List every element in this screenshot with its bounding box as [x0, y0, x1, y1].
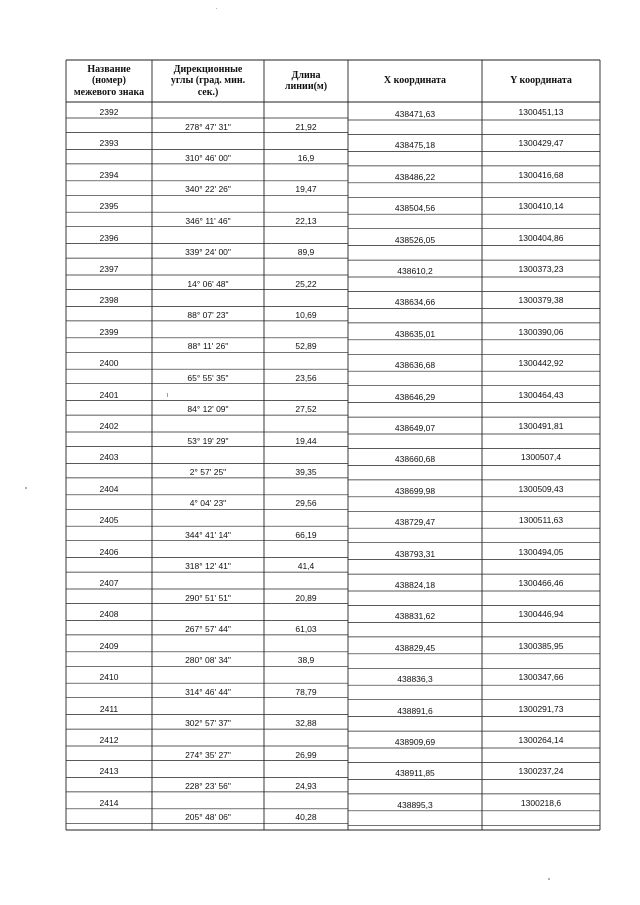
- direction-angle-cell: 205° 48' 06": [185, 812, 231, 823]
- y-coordinate-cell: 1300466,46: [518, 578, 564, 588]
- line-length-cell: 41,4: [297, 561, 315, 572]
- point-name-cell: 2405: [99, 515, 119, 526]
- direction-angle-cell: 65° 55' 35": [187, 372, 229, 383]
- point-name-cell: 2408: [99, 609, 119, 620]
- y-coordinate-cell: 1300218,6: [520, 797, 562, 808]
- point-name-cell: 2404: [99, 483, 119, 494]
- y-coordinate-cell: 1300509,43: [518, 483, 564, 494]
- line-length-cell: 25,22: [295, 278, 317, 289]
- x-coordinate-cell: 438646,29: [394, 391, 436, 402]
- y-coordinate-cell: 1300264,14: [518, 735, 564, 745]
- scan-speck: [167, 393, 168, 397]
- direction-angle-cell: 84° 12' 09": [187, 404, 229, 415]
- point-name-cell: 2402: [99, 421, 119, 431]
- y-coordinate-cell: 1300404,86: [518, 232, 564, 243]
- point-name-cell: 2394: [99, 169, 119, 180]
- y-coordinate-cell: 1300410,14: [518, 201, 564, 212]
- point-name-cell: 2409: [99, 640, 119, 651]
- direction-angle-cell: 290° 51' 51": [185, 592, 231, 603]
- line-length-cell: 61,03: [295, 623, 317, 634]
- x-coordinate-cell: 438610,2: [397, 266, 433, 276]
- direction-angle-cell: 280° 08' 34": [185, 655, 231, 666]
- direction-angle-cell: 314° 46' 44": [185, 686, 231, 697]
- y-coordinate-cell: 1300511,63: [518, 515, 564, 526]
- y-coordinate-cell: 1300291,73: [518, 703, 564, 714]
- line-length-cell: 23,56: [295, 372, 317, 383]
- direction-angle-cell: 310° 46' 00": [185, 152, 231, 163]
- direction-angle-cell: 2° 57' 25": [189, 466, 227, 477]
- line-length-cell: 10,69: [295, 309, 317, 320]
- line-length-cell: 26,99: [295, 749, 317, 760]
- point-name-cell: 2400: [99, 358, 119, 369]
- x-coordinate-cell: 438895,3: [397, 799, 433, 810]
- direction-angle-cell: 53° 19' 29": [187, 435, 229, 446]
- y-coordinate-cell: 1300237,24: [518, 766, 564, 777]
- line-length-cell: 16,9: [297, 152, 315, 163]
- point-name-cell: 2413: [99, 766, 119, 777]
- line-length-cell: 89,9: [297, 247, 315, 258]
- line-length-cell: 66,19: [295, 529, 317, 540]
- x-coordinate-cell: 438911,85: [395, 768, 435, 779]
- direction-angle-cell: 228° 23' 56": [185, 780, 231, 791]
- scan-speck: [25, 487, 27, 489]
- x-coordinate-cell: 438471,63: [394, 109, 436, 119]
- y-coordinate-cell: 1300390,06: [518, 326, 564, 337]
- point-name-cell: 2395: [99, 201, 119, 212]
- direction-angle-cell: 302° 57' 37": [185, 718, 231, 729]
- y-coordinate-cell: 1300442,92: [518, 358, 564, 369]
- point-name-cell: 2393: [99, 138, 119, 149]
- point-name-cell: 2414: [99, 797, 119, 808]
- line-length-cell: 24,93: [295, 780, 317, 791]
- line-length-cell: 27,52: [295, 404, 317, 415]
- header-point-name: Название (номер) межевого знака: [73, 63, 145, 98]
- direction-angle-cell: 88° 11' 26": [187, 341, 229, 352]
- point-name-cell: 2396: [99, 232, 119, 243]
- x-coordinate-cell: 438475,18: [394, 140, 436, 151]
- header-x-coordinate: X координата: [383, 75, 447, 87]
- y-coordinate-cell: 1300446,94: [518, 609, 564, 620]
- direction-angle-cell: 88° 07' 23": [187, 309, 229, 320]
- line-length-cell: 78,79: [295, 686, 317, 697]
- line-length-cell: 29,56: [295, 498, 317, 509]
- point-name-cell: 2412: [99, 735, 119, 745]
- point-name-cell: 2392: [99, 107, 119, 117]
- scan-speck: [548, 878, 550, 880]
- point-name-cell: 2397: [99, 264, 119, 274]
- header-direction-angle: Дирекционные углы (град. мин. сек.): [170, 63, 246, 98]
- header-line-length: Длина линии(м): [284, 69, 328, 92]
- scan-speck: [216, 8, 217, 9]
- y-coordinate-cell: 1300464,43: [518, 389, 564, 400]
- x-coordinate-cell: 438699,98: [394, 485, 436, 496]
- direction-angle-cell: 274° 35' 27": [185, 749, 231, 760]
- line-length-cell: 39,35: [295, 466, 317, 477]
- point-name-cell: 2403: [99, 452, 119, 463]
- y-coordinate-cell: 1300507,4: [520, 452, 562, 463]
- y-coordinate-cell: 1300491,81: [518, 421, 564, 431]
- direction-angle-cell: 14° 06' 48": [187, 278, 229, 289]
- line-length-cell: 21,92: [295, 121, 317, 132]
- direction-angle-cell: 346° 11' 46": [185, 215, 231, 226]
- direction-angle-cell: 339° 24' 00": [185, 247, 231, 258]
- direction-angle-cell: 267° 57' 44": [185, 623, 231, 634]
- point-name-cell: 2410: [99, 672, 119, 683]
- x-coordinate-cell: 438909,69: [394, 737, 436, 747]
- direction-angle-cell: 4° 04' 23": [189, 498, 227, 509]
- x-coordinate-cell: 438831,62: [394, 611, 436, 622]
- y-coordinate-cell: 1300416,68: [518, 169, 564, 180]
- x-coordinate-cell: 438836,3: [397, 674, 433, 685]
- x-coordinate-cell: 438504,56: [394, 203, 436, 214]
- x-coordinate-cell: 438729,47: [394, 517, 436, 528]
- line-length-cell: 22,13: [295, 215, 317, 226]
- y-coordinate-cell: 1300451,13: [518, 107, 564, 117]
- line-length-cell: 19,44: [295, 435, 317, 446]
- point-name-cell: 2398: [99, 295, 119, 306]
- x-coordinate-cell: 438891,6: [397, 705, 433, 716]
- line-length-cell: 52,89: [295, 341, 317, 352]
- x-coordinate-cell: 438634,66: [394, 297, 436, 308]
- y-coordinate-cell: 1300373,23: [518, 264, 564, 274]
- x-coordinate-cell: 438486,22: [394, 171, 436, 182]
- x-coordinate-cell: 438649,07: [394, 423, 436, 433]
- x-coordinate-cell: 438824,18: [394, 580, 436, 590]
- header-y-coordinate: Y координата: [510, 75, 572, 87]
- line-length-cell: 38,9: [297, 655, 315, 666]
- point-name-cell: 2407: [99, 578, 119, 588]
- direction-angle-cell: 344° 41' 14": [185, 529, 231, 540]
- direction-angle-cell: 278° 47' 31": [185, 121, 231, 132]
- x-coordinate-cell: 438829,45: [394, 642, 436, 653]
- point-name-cell: 2401: [99, 389, 119, 400]
- y-coordinate-cell: 1300494,05: [518, 546, 564, 557]
- line-length-cell: 32,88: [295, 718, 317, 729]
- y-coordinate-cell: 1300347,66: [518, 672, 564, 683]
- point-name-cell: 2411: [99, 703, 119, 714]
- x-coordinate-cell: 438793,31: [394, 548, 436, 559]
- x-coordinate-cell: 438635,01: [394, 328, 436, 339]
- y-coordinate-cell: 1300379,38: [518, 295, 564, 306]
- line-length-cell: 19,47: [295, 184, 317, 195]
- x-coordinate-cell: 438660,68: [394, 454, 436, 465]
- point-name-cell: 2399: [99, 326, 119, 337]
- y-coordinate-cell: 1300385,95: [518, 640, 564, 651]
- line-length-cell: 40,28: [295, 812, 317, 823]
- line-length-cell: 20,89: [295, 592, 317, 603]
- x-coordinate-cell: 438636,68: [394, 360, 436, 371]
- x-coordinate-cell: 438526,05: [394, 234, 436, 245]
- direction-angle-cell: 318° 12' 41": [185, 561, 231, 572]
- direction-angle-cell: 340° 22' 26": [185, 184, 231, 195]
- point-name-cell: 2406: [99, 546, 119, 557]
- y-coordinate-cell: 1300429,47: [518, 138, 564, 149]
